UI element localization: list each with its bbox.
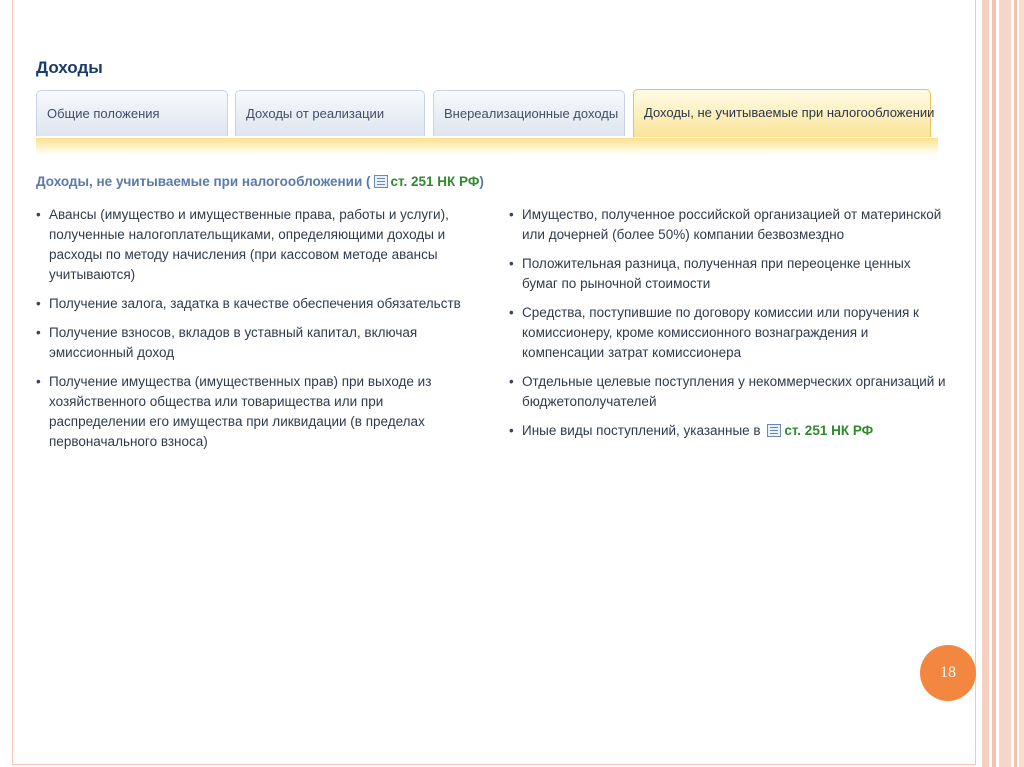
list-item: • Получение взносов, вкладов в уставный капитал, включая эмиссионный доход <box>36 323 476 363</box>
list-item: • Авансы (имущество и имущественные права, работы и услуги), полученные налогоплательщиками, определяющими доходы и расходы по методу начисления (при кассовом методе авансы учитываются) <box>36 205 476 285</box>
list-item: • Отдельные целевые поступления у некоммерческих организаций и бюджетополучателей <box>509 372 949 412</box>
decor-stripe <box>992 0 996 767</box>
list-item: • Получение имущества (имущественных прав) при выходе из хозяйственного общества или товарищества или при распределении его имущества при ликвидации (в пределах первоначального взноса) <box>36 372 476 452</box>
list-item: • Получение залога, задатка в качестве обеспечения обязательств <box>36 294 476 314</box>
left-column <box>36 205 476 461</box>
section-heading <box>36 174 484 189</box>
right-list <box>509 205 949 441</box>
document-icon[interactable] <box>374 175 388 188</box>
law-reference-link[interactable]: ст. 251 НК РФ <box>784 423 874 438</box>
list-item: • Средства, поступившие по договору комиссии или поручения к комиссионеру, кроме комиссионного вознаграждения и компенсации затрат комиссионера <box>509 303 949 363</box>
section-heading-text: Доходы, не учитываемые при налогообложении <box>36 174 363 189</box>
decor-stripe <box>1019 0 1024 767</box>
right-column <box>509 205 949 450</box>
decor-stripe <box>999 0 1011 767</box>
page-title: Доходы <box>36 58 103 77</box>
active-tab-underline <box>36 138 938 155</box>
tab-non-operating-income[interactable]: Внереализационные доходы <box>433 90 625 136</box>
list-item-other <box>509 421 949 441</box>
tab-sales-income[interactable]: Доходы от реализации <box>235 90 425 136</box>
page-number-badge: 18 <box>920 645 976 701</box>
list-item-text: Иные виды поступлений, указанные в <box>522 423 761 438</box>
list-item: • Положительная разница, полученная при переоценке ценных бумаг по рыночной стоимости <box>509 254 949 294</box>
decor-stripe <box>1014 0 1017 767</box>
tab-general[interactable]: Общие положения <box>36 90 228 136</box>
law-reference-link[interactable]: ст. 251 НК РФ <box>390 174 480 189</box>
tab-non-taxable-income[interactable]: Доходы, не учитываемые при налогообложении <box>633 89 931 137</box>
decor-stripe <box>982 0 989 767</box>
left-list <box>36 205 476 452</box>
paren-open: ( <box>366 174 371 189</box>
document-icon[interactable] <box>767 424 781 437</box>
list-item: • Имущество, полученное российской организацией от материнской или дочерней (более 50%) компании безвозмездно <box>509 205 949 245</box>
paren-close: ) <box>479 174 484 189</box>
